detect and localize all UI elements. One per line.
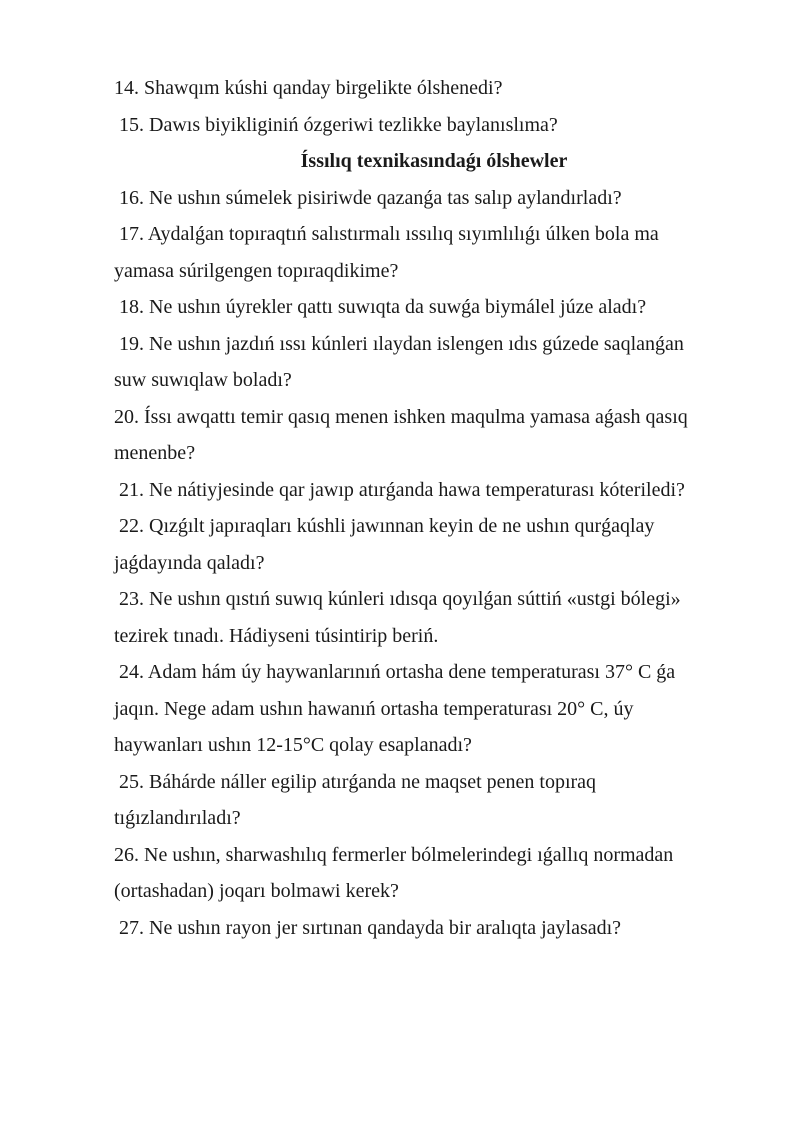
text-line: (ortashadan) joqarı bolmawi kerek? (114, 880, 399, 902)
text-line: 27. Ne ushın rayon jer sırtınan qandayda bir aralıqta jaylasadı? (119, 916, 622, 939)
text-line: jaqın. Nege adam ushın hawanıń ortasha temperaturası 20° C, úy (114, 697, 634, 720)
text-line: 20. Íssı awqattı temir qasıq menen ishken maqulma yamasa aǵash qasıq (114, 405, 688, 428)
text-line: haywanları ushın 12-15°C qolay esaplanadı? (114, 734, 472, 756)
text-line: yamasa súrilgengen topıraqdikime? (114, 259, 399, 282)
text-line: menenbe? (114, 442, 196, 464)
text-line: 23. Ne ushın qıstıń suwıq kúnleri ıdısqa qoyılǵan súttiń «ustgi bólegi» (119, 588, 681, 610)
section-heading: Íssılıq texnikasındaǵı ólshewler (300, 150, 568, 172)
text-line: 18. Ne ushın úyrekler qattı suwıqta da suwǵa biymálel júze aladı? (119, 296, 647, 318)
text-line: 24. Adam hám úy haywanlarınıń ortasha dene temperaturası 37° C ǵa (119, 661, 676, 683)
text-line: tıǵızlandırıladı? (114, 807, 241, 829)
document-body (114, 70, 754, 946)
text-line: 14. Shawqım kúshi qanday birgelikte ólshenedi? (114, 77, 503, 99)
text-line: 21. Ne nátiyjesinde qar jawıp atırǵanda hawa temperaturası kóteriledi? (119, 478, 685, 501)
text-line: 15. Dawıs biyikliginiń ózgeriwi tezlikke baylanıslıma? (119, 113, 558, 136)
text-line: suw suwıqlaw boladı? (114, 369, 292, 391)
text-line: tezirek tınadı. Hádiyseni túsintirip beriń. (114, 624, 439, 647)
text-line: 19. Ne ushın jazdıń ıssı kúnleri ılaydan islengen ıdıs gúzede saqlanǵan (119, 332, 684, 355)
text-line: 22. Qızǵılt japıraqları kúshli jawınnan keyin de ne ushın qurǵaqlay (119, 515, 655, 537)
text-line: 26. Ne ushın, sharwashılıq fermerler bólmelerindegi ıǵallıq normadan (114, 843, 674, 866)
text-line: 25. Báhárde náller egilip atırǵanda ne maqset penen topıraq (119, 770, 597, 793)
text-line: 16. Ne ushın súmelek pisiriwde qazanǵa tas salıp aylandırladı? (119, 186, 622, 209)
text-line: jaǵdayında qaladı? (114, 551, 265, 574)
text-line: 17. Aydalǵan topıraqtıń salıstırmalı ıssılıq sıyımlılıǵı úlken bola ma (119, 223, 659, 245)
